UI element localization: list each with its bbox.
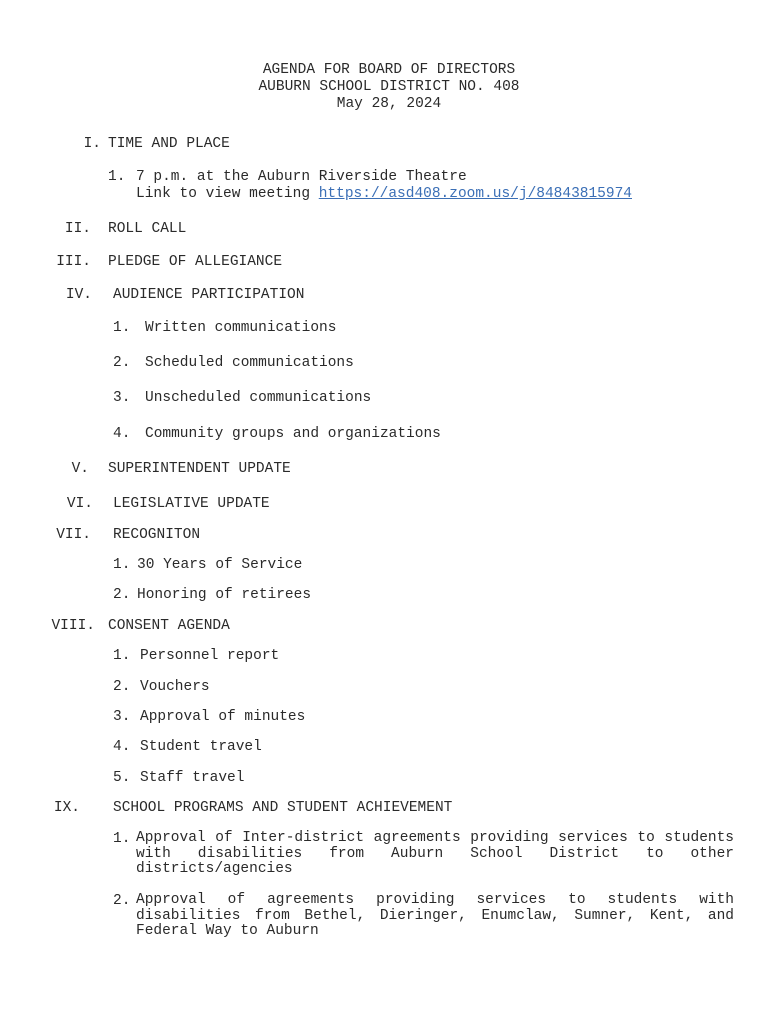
section-3-number: III. xyxy=(56,254,91,270)
section-5-number: V. xyxy=(71,461,89,477)
section-8-item-number: 2. xyxy=(113,679,131,695)
section-4-item-text: Scheduled communications xyxy=(145,355,354,371)
section-4-item-number: 1. xyxy=(113,320,131,336)
section-4-title: AUDIENCE PARTICIPATION xyxy=(113,287,305,303)
section-4-item-number: 3. xyxy=(113,390,131,406)
section-7-item-number: 2. xyxy=(113,587,131,603)
section-5-title: SUPERINTENDENT UPDATE xyxy=(108,461,291,477)
section-9-item-text: Approval of agreements providing services to students with disabilities from Bethel, Dieringer, Enumclaw, Sumner, Kent, and Federal Way to Auburn xyxy=(136,892,734,939)
meeting-link[interactable]: https://asd408.zoom.us/j/84843815974 xyxy=(318,186,632,202)
section-1-title: TIME AND PLACE xyxy=(108,136,230,152)
section-7-item-text: 30 Years of Service xyxy=(137,557,303,573)
section-9-item-text: Approval of Inter-district agreements providing services to students with disabilities from Auburn School District to other districts/agencies xyxy=(136,830,734,877)
section-4-number: IV. xyxy=(65,287,92,303)
section-7-item-text: Honoring of retirees xyxy=(137,587,312,603)
section-9-item-number: 1. xyxy=(113,831,131,847)
meeting-link-row xyxy=(136,186,632,202)
section-1-item-1-number: 1. xyxy=(108,169,126,185)
district-name: AUBURN SCHOOL DISTRICT NO. 408 xyxy=(258,79,520,95)
section-4-item-text: Community groups and organizations xyxy=(145,426,441,442)
section-8-item-number: 1. xyxy=(113,648,131,664)
section-8-item-text: Staff travel xyxy=(140,770,245,786)
section-4-item-number: 2. xyxy=(113,355,131,371)
section-8-number: VIII. xyxy=(51,618,95,634)
section-8-title: CONSENT AGENDA xyxy=(108,618,230,634)
section-6-number: VI. xyxy=(66,496,93,512)
section-8-item-number: 5. xyxy=(113,770,131,786)
section-4-item-text: Written communications xyxy=(145,320,337,336)
section-8-item-number: 3. xyxy=(113,709,131,725)
meeting-link-label: Link to view meeting xyxy=(136,186,311,202)
agenda-title: AGENDA FOR BOARD OF DIRECTORS xyxy=(262,62,516,78)
section-7-title: RECOGNITON xyxy=(113,527,201,543)
section-1-number: I. xyxy=(83,136,101,152)
section-9-item-number: 2. xyxy=(113,893,131,909)
section-2-title: ROLL CALL xyxy=(108,221,187,237)
section-6-title: LEGISLATIVE UPDATE xyxy=(113,496,270,512)
section-8-item-text: Personnel report xyxy=(140,648,280,664)
section-8-item-number: 4. xyxy=(113,739,131,755)
section-4-item-number: 4. xyxy=(113,426,131,442)
section-8-item-text: Approval of minutes xyxy=(140,709,306,725)
section-9-title: SCHOOL PROGRAMS AND STUDENT ACHIEVEMENT xyxy=(113,800,453,816)
section-8-item-text: Vouchers xyxy=(140,679,210,695)
section-4-item-text: Unscheduled communications xyxy=(145,390,372,406)
section-9-number: IX. xyxy=(53,800,80,816)
meeting-date: May 28, 2024 xyxy=(336,96,442,112)
section-3-title: PLEDGE OF ALLEGIANCE xyxy=(108,254,283,270)
section-8-item-text: Student travel xyxy=(140,739,262,755)
section-2-number: II. xyxy=(64,221,91,237)
section-1-item-1-text: 7 p.m. at the Auburn Riverside Theatre xyxy=(136,169,467,185)
section-7-item-number: 1. xyxy=(113,557,131,573)
section-7-number: VII. xyxy=(56,527,91,543)
